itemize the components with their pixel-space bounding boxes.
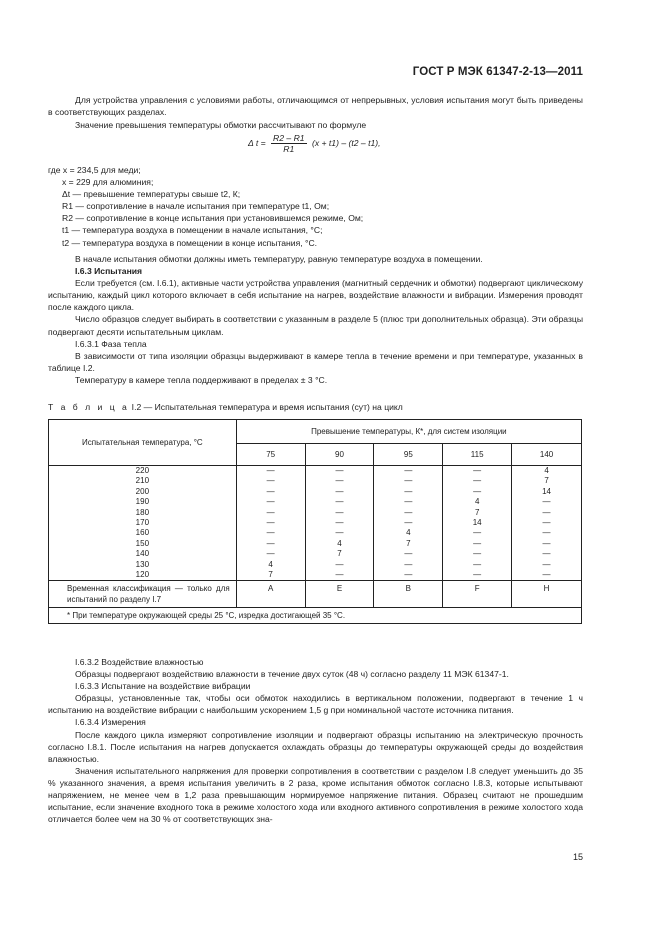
formula-rhs: (x + t1) – (t2 – t1), (311, 137, 381, 148)
value-cell: — (335, 476, 344, 486)
temp-cell: 130 (135, 559, 150, 569)
value-cell: 7 (337, 549, 342, 559)
subsection-heading: I.6.3.2 Воздействие влажностью (75, 657, 204, 667)
temp-cell: 190 (135, 497, 150, 507)
table-header-col: 140 (512, 444, 582, 466)
value-cell: 7 (268, 570, 273, 580)
value-cell: — (335, 486, 344, 496)
paragraph: Образцы подвергают воздействию влажности в течение двух суток (48 ч) согласно разделу 11 МЭК 61347-1. (75, 669, 509, 680)
paragraph: Значение превышения температуры обмотки рассчитывают по формуле (75, 120, 367, 131)
paragraph: Значения испытательного напряжения для проверки сопротивления в соответствии с разделом I.8 следует уменьшить до 35 % указанного значения, а время испытания увеличить в 2 раза, кроме испытания обмоток согласно I.8.3, которые испытывают напряжением, не менее чем в 1,2 раза превышающим нормируемое напряжение питания. Образец считают не прошедшим испытание, если значение входного тока в режиме холостого хода или входного активного сопротивления в режиме холостого хода отличается более чем на 30 % от соответствующих зна- (48, 765, 583, 825)
table-caption (48, 402, 403, 412)
temp-cell: 160 (135, 528, 150, 538)
value-cell: — (542, 570, 551, 580)
value-cell: — (542, 497, 551, 507)
value-cell: — (473, 549, 482, 559)
value-cell: — (266, 549, 275, 559)
class-cell: F (443, 581, 512, 608)
table-col-95 (374, 466, 443, 581)
value-cell: 4 (337, 538, 342, 548)
temp-cell: 180 (135, 507, 150, 517)
value-cell: — (542, 528, 551, 538)
section-text (48, 253, 583, 386)
table-col-115 (443, 466, 512, 581)
value-cell: 4 (474, 497, 480, 507)
subsection-heading: I.6.3.3 Испытание на воздействие вибрации (75, 681, 251, 692)
temp-cell: 200 (135, 486, 150, 496)
table-header-col: 95 (374, 444, 443, 466)
value-cell: 14 (472, 518, 482, 528)
table-col-75 (236, 466, 305, 581)
table-header-temperature: Испытательная температура, °С (49, 420, 237, 466)
value-cell: — (542, 549, 551, 559)
value-cell: — (266, 518, 275, 528)
value-cell: — (473, 559, 482, 569)
value-cell: — (404, 486, 413, 496)
definitions-list (48, 164, 583, 249)
value-cell: — (404, 559, 413, 569)
formula-fraction (271, 133, 307, 154)
definition: Δt — превышение температуры свыше t2, К; (62, 189, 241, 200)
value-cell: — (473, 466, 482, 475)
paragraph: После каждого цикла измеряют сопротивление изоляции и подвергают образцы испытанию на электрическую прочность согласно I.8.1. После испытания на нагрев допускается охлаждать образцы до температуры окружающей среды до воздействия влажностью. (48, 729, 583, 764)
table-header-col: 90 (305, 444, 374, 466)
temp-cell: 140 (135, 549, 150, 559)
value-cell: — (335, 497, 344, 507)
table-header-col: 115 (443, 444, 512, 466)
value-cell: 7 (544, 476, 549, 486)
value-cell: — (473, 538, 482, 548)
definition: t2 — температура воздуха в помещении в конце испытания, °С. (62, 237, 318, 248)
value-cell: — (473, 528, 482, 538)
table-caption-text: I.2 — Испытательная температура и время испытания (сут) на цикл (129, 402, 403, 412)
table-header-col: 75 (236, 444, 305, 466)
definition: t1 — температура воздуха в помещении в начале испытания, °С; (62, 225, 323, 236)
page-number: 15 (573, 852, 584, 862)
document-header: ГОСТ Р МЭК 61347-2-13—2011 (412, 66, 583, 78)
value-cell: 4 (268, 559, 273, 569)
value-cell: — (473, 476, 482, 486)
value-cell: 4 (544, 466, 549, 475)
formula-numerator: R2 – R1 (273, 133, 305, 143)
paragraph: В зависимости от типа изоляции образцы выдерживают в камере тепла в течение времени и при температуре, указанных в таблице I.2. (48, 350, 583, 373)
paragraph: В начале испытания обмотки должны иметь температуру, равную температуре воздуха в помещении. (75, 254, 483, 264)
table-col-90 (305, 466, 374, 581)
value-cell: — (266, 538, 275, 548)
value-cell: — (335, 559, 344, 569)
temp-cell: 120 (135, 570, 150, 580)
value-cell: — (542, 538, 551, 548)
table-header-group: Превышение температуры, К*, для систем изоляции (236, 420, 581, 444)
table-footnote: * При температуре окружающей среды 25 °С, изредка достигающей 35 °С. (49, 608, 582, 624)
value-cell: — (335, 528, 344, 538)
class-label: Временная классификация — только для испытаний по разделу I.7 (49, 581, 237, 608)
value-cell: — (335, 518, 344, 528)
intro-text (48, 94, 583, 131)
paragraph: Образцы, установленные так, чтобы оси обмоток находились в вертикальном положении, подвергают в течение 1 ч испытанию на воздействие вибрации с наибольшим ускорением 1,5 g при номинальной частоте источника питания. (48, 693, 583, 716)
definition: где x = 234,5 для меди; (48, 165, 141, 175)
value-cell: — (335, 466, 344, 475)
value-cell: — (266, 528, 275, 538)
value-cell: — (404, 549, 413, 559)
value-cell: 4 (406, 528, 411, 538)
paragraph: Для устройства управления с условиями работы, отличающимся от непрерывных, условия испытания могут быть приведены в соответствующих разделах. (48, 95, 583, 118)
lower-text (48, 656, 583, 825)
paragraph: Число образцов следует выбирать в соответствии с указанным в разделе 5 (плюс три дополнительных образца). Эти образцы подвергают десяти испытательным циклам. (48, 314, 583, 337)
value-cell: — (473, 486, 482, 496)
formula-denominator: R1 (283, 144, 295, 154)
formula-lhs: Δ t = (248, 137, 266, 148)
value-cell: — (266, 466, 275, 475)
temp-cell: 210 (135, 476, 150, 486)
test-table (48, 419, 582, 624)
class-cell: H (512, 581, 582, 608)
temp-cell: 170 (135, 518, 150, 528)
formula (248, 133, 381, 154)
value-cell: — (335, 507, 344, 517)
value-cell: 14 (542, 486, 551, 496)
value-cell: 7 (406, 538, 411, 548)
value-cell: — (473, 570, 482, 580)
table-col-140 (512, 466, 582, 581)
value-cell: — (542, 518, 551, 528)
temp-cell: 220 (135, 466, 150, 475)
table-caption-prefix: Т а б л и ц а (48, 402, 130, 412)
table-col-temperatures (49, 466, 237, 581)
class-cell: A (236, 581, 305, 608)
definition: R1 — сопротивление в начале испытания при температуре t1, Ом; (62, 201, 330, 212)
value-cell: — (266, 476, 275, 486)
value-cell: — (404, 518, 413, 528)
class-cell: B (374, 581, 443, 608)
subsection-heading: I.6.3.1 Фаза тепла (75, 338, 147, 349)
definition: R2 — сопротивление в конце испытания при установившемся режиме, Ом; (62, 213, 364, 224)
value-cell: — (404, 507, 413, 517)
subsection-heading: I.6.3.4 Измерения (75, 717, 146, 728)
value-cell: — (404, 570, 413, 580)
paragraph: Если требуется (см. I.6.1), активные части устройства управления (магнитный сердечник и обмотки) подвергают циклическому испытанию, каждый цикл которого включает в себя испытание на нагрев, воздействие влажности и вибрации. Измерения проводят после каждого цикла. (48, 278, 583, 313)
class-cell: E (305, 581, 374, 608)
definition: x = 229 для алюминия; (62, 177, 154, 188)
value-cell: — (404, 476, 413, 486)
value-cell: 7 (474, 507, 480, 517)
paragraph: Температуру в камере тепла поддерживают в пределах ± 3 °С. (75, 374, 328, 385)
section-heading: I.6.3 Испытания (75, 266, 143, 277)
value-cell: — (335, 570, 344, 580)
value-cell: — (266, 486, 275, 496)
value-cell: — (404, 466, 413, 475)
temp-cell: 150 (135, 538, 150, 548)
value-cell: — (404, 497, 413, 507)
value-cell: — (542, 507, 551, 517)
value-cell: — (266, 497, 275, 507)
value-cell: — (542, 559, 551, 569)
value-cell: — (266, 507, 275, 517)
